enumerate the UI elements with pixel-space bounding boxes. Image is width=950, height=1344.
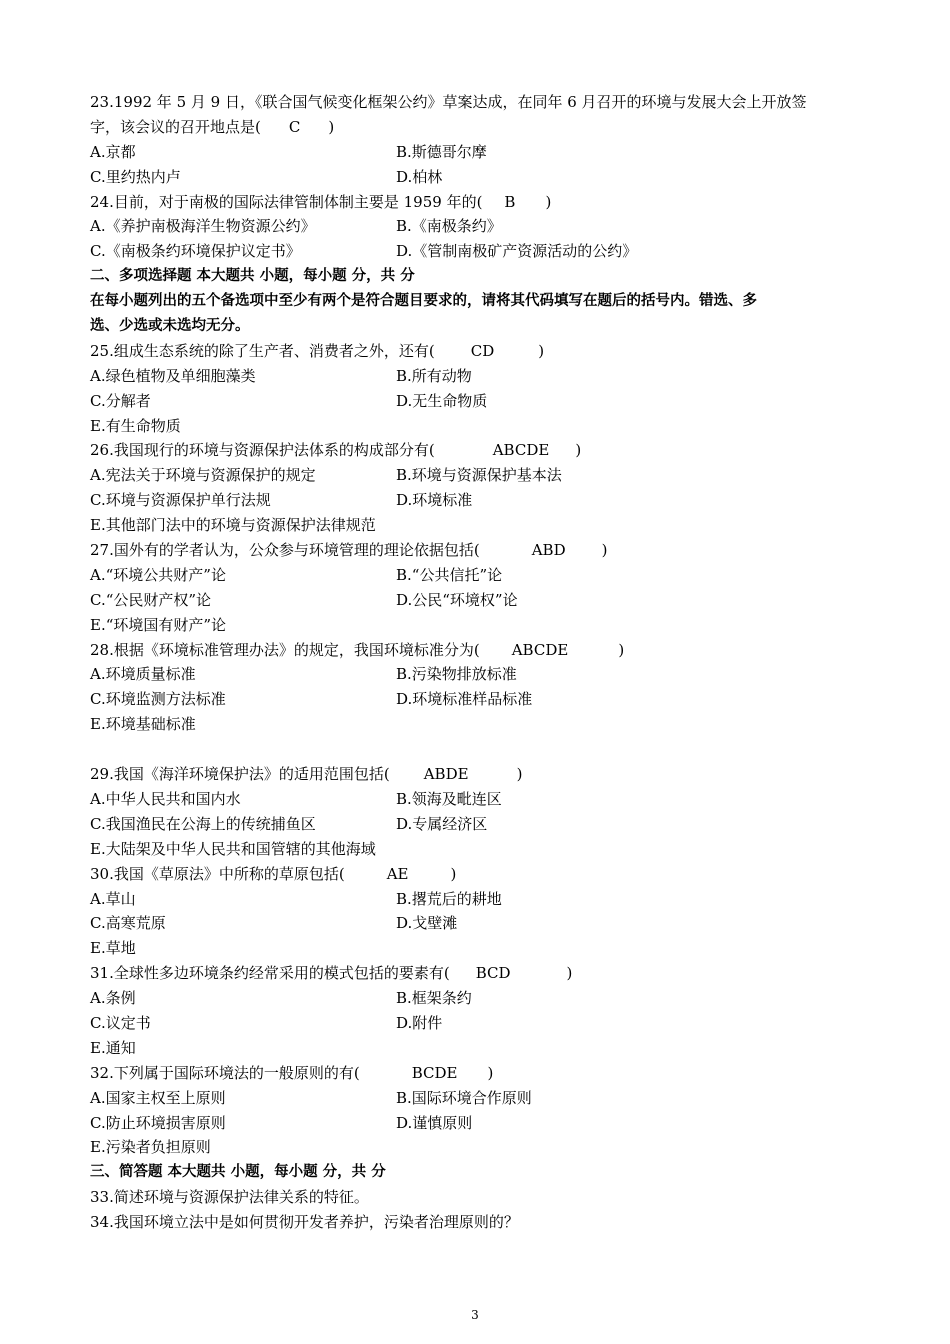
option-d: D.《管制南极矿产资源活动的公约》 <box>396 242 638 261</box>
question-27-stem: 27.国外有的学者认为，公众参与环境管理的理论依据包括( <box>90 541 480 560</box>
option-b: B.环境与资源保护基本法 <box>396 466 562 485</box>
question-27-options-cd <box>90 588 870 613</box>
option-c: C.我国渔民在公海上的传统捕鱼区 <box>90 814 316 833</box>
question-32-answer: BCDE <box>411 1063 458 1082</box>
option-e: E.通知 <box>90 1038 136 1057</box>
option-a: A.宪法关于环境与资源保护的规定 <box>90 466 316 485</box>
option-b: B.斯德哥尔摩 <box>396 142 487 161</box>
option-a: A.京都 <box>90 142 136 161</box>
question-32-stem-line <box>90 1061 870 1086</box>
question-31-close: ) <box>566 964 573 983</box>
question-23-options-cd <box>90 165 870 190</box>
question-25-stem: 25.组成生态系统的除了生产者、消费者之外，还有( <box>90 341 435 360</box>
option-d: D.柏林 <box>396 167 443 186</box>
question-28-close: ) <box>618 640 625 659</box>
section-2-heading: 二、多项选择题 本大题共 小题，每小题 分，共 分 <box>90 268 415 285</box>
question-29-answer: ABDE <box>423 765 469 784</box>
option-c: C.“公民财产权”论 <box>90 590 212 609</box>
question-33-stem: 33.简述环境与资源保护法律关系的特征。 <box>90 1188 369 1207</box>
question-28-options-ab <box>90 662 870 687</box>
option-a: A.条例 <box>90 989 136 1008</box>
question-26-close: ) <box>575 441 582 460</box>
question-32-options-cd <box>90 1111 870 1136</box>
section-2-instructions-line1: 在每小题列出的五个备选项中至少有两个是符合题目要求的，请将其代码填写在题后的括号内。错选、多 <box>90 293 757 310</box>
question-27-close: ) <box>601 541 608 560</box>
option-a: A.中华人民共和国内水 <box>90 789 241 808</box>
option-b: B.“公共信托”论 <box>396 565 503 584</box>
option-e: E.草地 <box>90 939 136 958</box>
option-d: D.公民“环境权”论 <box>396 590 518 609</box>
question-31-options-ab <box>90 986 870 1011</box>
question-29-options-ab <box>90 787 870 812</box>
question-23-answer: C <box>288 117 301 136</box>
question-25-answer: CD <box>470 341 495 360</box>
question-32-options-ab <box>90 1086 870 1111</box>
section-2-instructions-line2: 选、少选或未选均无分。 <box>90 318 250 335</box>
option-c: C.分解者 <box>90 391 151 410</box>
option-d: D.谨慎原则 <box>396 1113 473 1132</box>
option-b: B.污染物排放标准 <box>396 665 517 684</box>
question-30-answer: AE <box>386 864 409 883</box>
question-24-options-ab <box>90 214 870 239</box>
option-d: D.戈壁滩 <box>396 914 458 933</box>
option-c: C.议定书 <box>90 1013 151 1032</box>
option-b: B.撂荒后的耕地 <box>396 889 502 908</box>
option-a: A.草山 <box>90 889 136 908</box>
question-28-options-cd <box>90 687 870 712</box>
question-32-close: ) <box>487 1063 494 1082</box>
question-28-stem-line <box>90 638 870 663</box>
option-e: E.其他部门法中的环境与资源保护法律规范 <box>90 516 376 535</box>
option-d: D.无生命物质 <box>396 391 488 410</box>
option-d: D.专属经济区 <box>396 814 488 833</box>
option-b: B.《南极条约》 <box>396 217 502 236</box>
question-31-options-cd <box>90 1011 870 1036</box>
question-29-stem: 29.我国《海洋环境保护法》的适用范围包括( <box>90 765 390 784</box>
question-23-stem-line1: 23.1992 年 5 月 9 日，《联合国气候变化框架公约》草案达成，在同年 6 月召开的环境与发展大会上开放签 <box>90 93 807 111</box>
question-31-stem-line <box>90 961 870 986</box>
question-26-options-cd <box>90 488 870 513</box>
question-31-stem: 31.全球性多边环境条约经常采用的模式包括的要素有( <box>90 964 450 983</box>
option-a: A.国家主权至上原则 <box>90 1088 226 1107</box>
option-e: E.大陆架及中华人民共和国管辖的其他海域 <box>90 839 376 858</box>
question-24-options-cd <box>90 239 870 264</box>
option-b: B.领海及毗连区 <box>396 789 502 808</box>
question-30-stem: 30.我国《草原法》中所称的草原包括( <box>90 864 345 883</box>
question-23-options-ab <box>90 140 870 165</box>
question-27-stem-line <box>90 538 870 563</box>
question-27-answer: ABD <box>531 541 566 560</box>
option-d: D.附件 <box>396 1013 443 1032</box>
question-28-stem: 28.根据《环境标准管理办法》的规定，我国环境标准分为( <box>90 640 480 659</box>
option-e: E.“环境国有财产”论 <box>90 615 227 634</box>
question-25-options-ab <box>90 364 870 389</box>
option-a: A.《养护南极海洋生物资源公约》 <box>90 217 316 236</box>
question-24-stem: 24.目前，对于南极的国际法律管制体制主要是 1959 年的( <box>90 192 483 211</box>
option-a: A.绿色植物及单细胞藻类 <box>90 366 256 385</box>
option-d: D.环境标准 <box>396 491 473 510</box>
question-29-close: ) <box>516 765 523 784</box>
question-26-stem: 26.我国现行的环境与资源保护法体系的构成部分有( <box>90 441 435 460</box>
option-c: C.防止环境损害原则 <box>90 1113 226 1132</box>
question-30-options-cd <box>90 911 870 936</box>
option-e: E.污染者负担原则 <box>90 1138 211 1157</box>
question-24-answer: B <box>504 192 516 211</box>
option-b: B.国际环境合作原则 <box>396 1088 532 1107</box>
question-24-stem-line <box>90 190 870 215</box>
question-28-answer: ABCDE <box>511 640 569 659</box>
option-c: C.环境与资源保护单行法规 <box>90 491 271 510</box>
option-b: B.框架条约 <box>396 989 472 1008</box>
option-c: C.里约热内卢 <box>90 167 181 186</box>
blank-line <box>90 737 870 762</box>
question-23-stem: 字，该会议的召开地点是( <box>90 117 261 136</box>
question-26-answer: ABCDE <box>492 441 550 460</box>
page-number: 3 <box>471 1308 479 1322</box>
question-34-stem: 34.我国环境立法中是如何贯彻开发者养护，污染者治理原则的？ <box>90 1213 519 1232</box>
option-c: C.环境监测方法标准 <box>90 690 226 709</box>
question-27-options-ab <box>90 563 870 588</box>
question-31-answer: BCD <box>475 964 511 983</box>
question-30-stem-line <box>90 862 870 887</box>
option-c: C.《南极条约环境保护议定书》 <box>90 242 301 261</box>
question-29-options-cd <box>90 812 870 837</box>
option-a: A.环境质量标准 <box>90 665 196 684</box>
question-29-stem-line <box>90 762 870 787</box>
option-e: E.环境基础标准 <box>90 715 196 734</box>
question-24-close: ) <box>545 192 552 211</box>
question-32-stem: 32.下列属于国际环境法的一般原则的有( <box>90 1063 360 1082</box>
exam-page <box>90 90 870 1235</box>
option-d: D.环境标准样品标准 <box>396 690 533 709</box>
question-25-close: ) <box>538 341 545 360</box>
option-b: B.所有动物 <box>396 366 472 385</box>
option-a: A.“环境公共财产”论 <box>90 565 226 584</box>
question-26-stem-line <box>90 438 870 463</box>
option-c: C.高寒荒原 <box>90 914 166 933</box>
question-30-close: ) <box>450 864 457 883</box>
question-25-options-cd <box>90 389 870 414</box>
question-23-close: ) <box>328 117 335 136</box>
question-26-options-ab <box>90 463 870 488</box>
option-e: E.有生命物质 <box>90 416 181 435</box>
question-25-stem-line <box>90 339 870 364</box>
question-23-stem-line2 <box>90 115 870 140</box>
question-30-options-ab <box>90 887 870 912</box>
section-3-heading: 三、简答题 本大题共 小题，每小题 分，共 分 <box>90 1164 386 1181</box>
